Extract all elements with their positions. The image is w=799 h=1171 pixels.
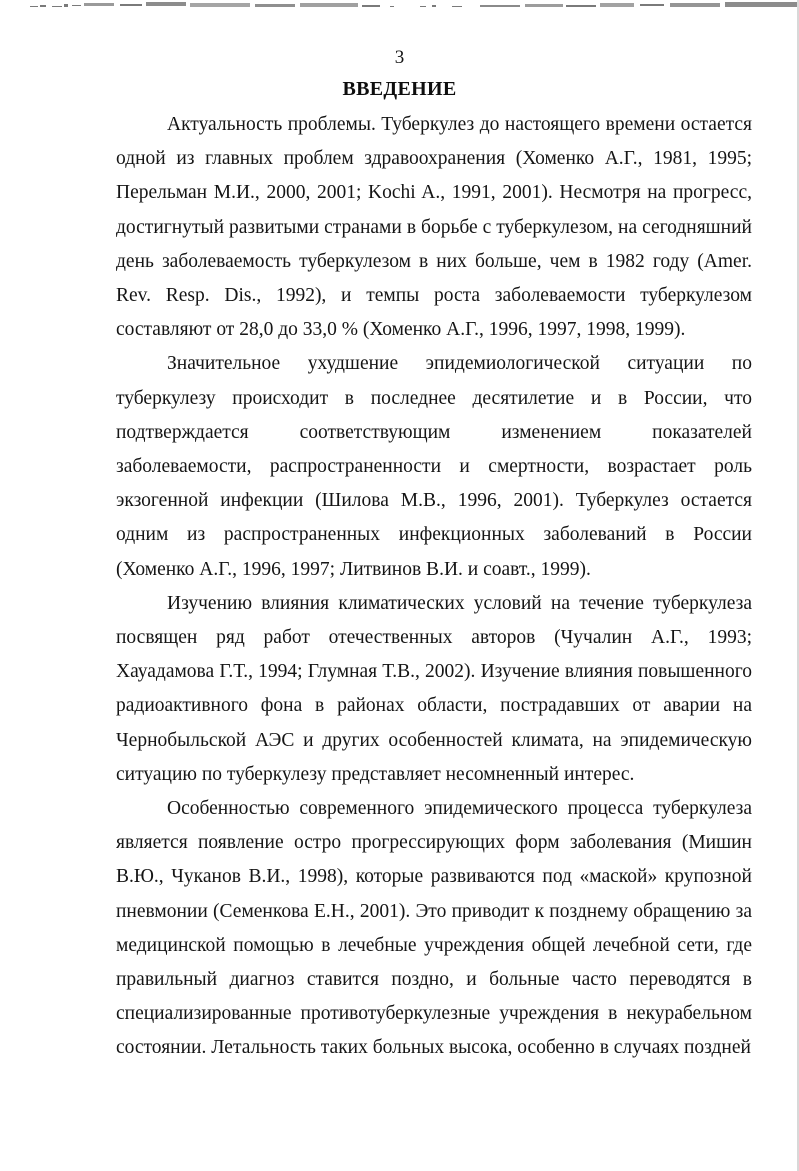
paragraph-relevance: Актуальность проблемы. Туберкулез до настоящего времени остается одной из главных проблем здравоохранения (Хоменко А.Г., 1981, 1995; Перельман М.И., 2000, 2001; Kochi A., 1991, 2001). Несмотря на прогресс, достигнутый развитыми странами в борьбе с туберкулезом, на сегодняшний день заболеваемость туберкулезом в них больше, чем в 1982 году (Amer. Rev. Resp. Dis., 1992), и темпы роста заболеваемости туберкулезом составляют от 28,0 до 33,0 % (Хоменко А.Г., 1996, 1997, 1998, 1999).	[116, 114, 752, 341]
paragraph-climate: Изучению влияния климатических условий на течение туберкулеза посвящен ряд работ отечественных авторов (Чучалин А.Г., 1993; Хауадамова Г.Т., 1994; Глумная Т.В., 2002). Изучение влияния повышенного радиоактивного фона в районах области, пострадавших от аварии на Чернобыльской АЭС и других особенностей климата, на эпидемическую ситуацию по туберкулезу представляет несомненный интерес.	[116, 592, 752, 785]
paragraph-epidemiology: Значительное ухудшение эпидемиологической ситуации по туберкулезу происходит в последнее десятилетие и в России, что подтверждается соответствующим изменением показателей заболеваемости, распространенности и смертности, возрастает роль экзогенной инфекции (Шилова М.В., 1996, 2001). Туберкулез остается одним из распространенных инфекционных заболеваний в России (Хоменко А.Г., 1996, 1997; Литвинов В.И. и соавт., 1999).	[116, 353, 752, 580]
section-heading: ВВЕДЕНИЕ	[342, 78, 457, 100]
paragraph-progressive-forms: Особенностью современного эпидемического процесса туберкулеза является появление остро прогрессирующих форм заболевания (Мишин В.Ю., Чуканов В.И., 1998), которые развиваются под «маской» крупозной пневмонии (Семенкова Е.Н., 2001). Это приводит к позднему обращению за медицинской помощью в лечебные учреждения общей лечебной сети, где правильный диагноз ставится поздно, и больные часто переводятся в специализированные противотуберкулезные учреждения в некурабельном состоянии. Летальность таких больных высока, особенно в случаях поздней	[116, 798, 752, 1059]
body-text	[116, 108, 752, 1066]
scan-edge-noise	[0, 0, 799, 14]
page-number: 3	[394, 47, 405, 68]
